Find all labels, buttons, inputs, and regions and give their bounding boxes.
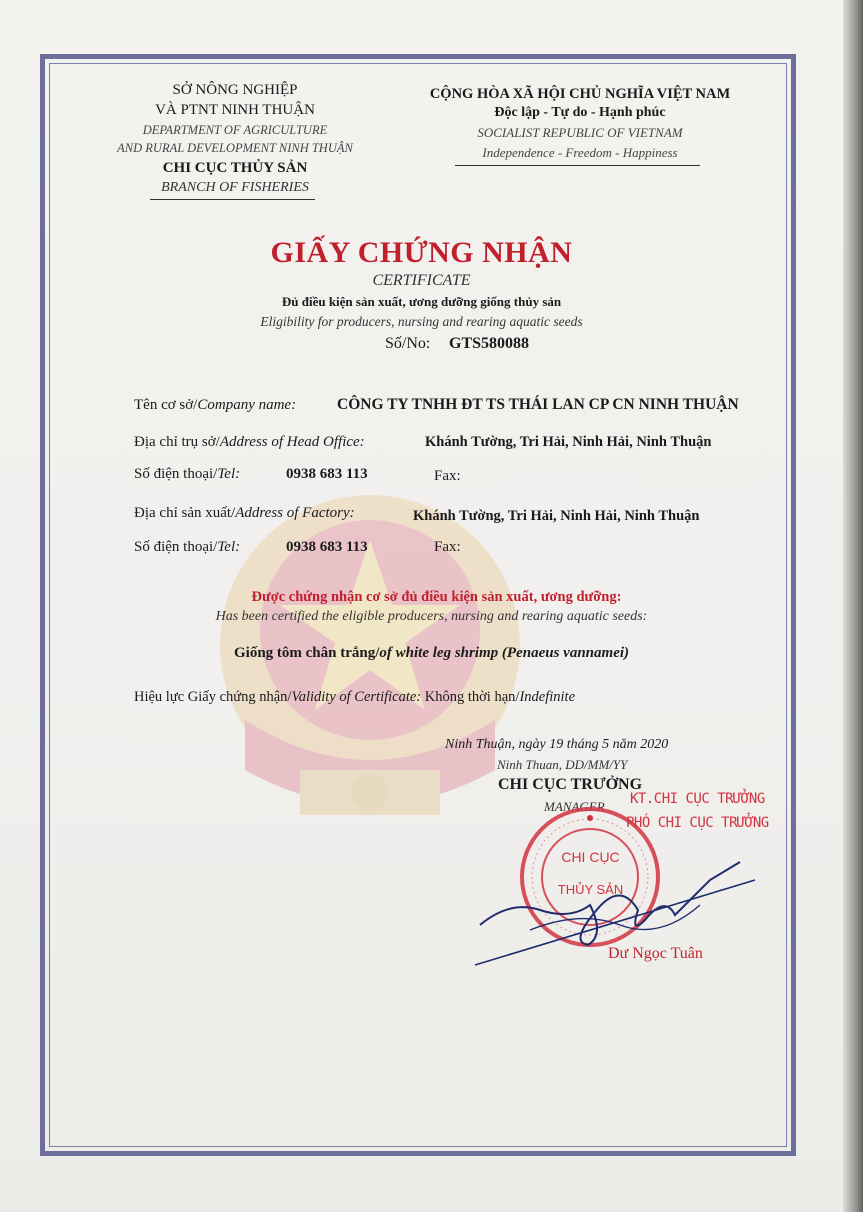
signer-title: CHI CỤC TRƯỞNG (498, 776, 643, 793)
republic-motto: Độc lập - Tự do - Hạnh phúc (494, 105, 666, 120)
signer-name: Dư Ngọc Tuân (608, 945, 703, 962)
company-label (134, 398, 296, 413)
factory-address: Khánh Tường, Tri Hải, Ninh Hải, Ninh Thuận (413, 508, 700, 524)
tel-label-2-vi: Số điện thoại/ (134, 539, 218, 555)
company-label-en: Company name: (197, 397, 297, 413)
certificate-subtitle: CERTIFICATE (372, 272, 471, 289)
species-vi: Giống tôm chân trắng/ (233, 645, 380, 661)
validity-label-en: Validity of Certificate: (291, 689, 422, 705)
issue-date: Ninh Thuận, ngày 19 tháng 5 năm 2020 (445, 737, 669, 752)
tel-label-2-en: Tel: (217, 539, 241, 555)
issue-date-en: Ninh Thuan, DD/MM/YY (497, 757, 628, 772)
seal-text-1: CHI CỤC (561, 849, 620, 865)
validity-value-vi: Không thời hạn/ (424, 689, 520, 705)
republic-name-en: SOCIALIST REPUBLIC OF VIETNAM (477, 125, 683, 140)
tel-value-2: 0938 683 113 (286, 539, 368, 555)
ministry-line-2: VÀ PTNT NINH THUẬN (155, 102, 315, 118)
fax-label-2: Fax: (434, 539, 461, 555)
fax-label-1: Fax: (434, 468, 461, 484)
head-office-label-en: Address of Head Office: (219, 434, 365, 450)
certificate-number: GTS580088 (449, 335, 530, 352)
factory-address-label (134, 506, 355, 521)
species-en: of white leg shrimp (Penaeus vannamei) (379, 645, 630, 661)
certified-statement-en: Has been certified the eligible producers, nursing and rearing aquatic seeds: (215, 609, 648, 624)
certificate-number-label: Số/No: (385, 335, 431, 352)
tel-label-1-en: Tel: (217, 466, 241, 482)
certificate-description-en: Eligibility for producers, nursing and rearing aquatic seeds (260, 314, 583, 329)
branch-name-en: BRANCH OF FISHERIES (161, 180, 309, 195)
species-line (0, 646, 843, 661)
branch-name: CHI CỤC THỦY SẢN (162, 160, 308, 176)
ministry-line-4: AND RURAL DEVELOPMENT NINH THUẬN (117, 141, 353, 155)
certificate-description: Đủ điều kiện sản xuất, ương dưỡng giống thủy sản (281, 294, 562, 309)
stamp-deputy-line-1: KT.CHI CỤC TRƯỞNG (630, 791, 765, 807)
certificate-title: GIẤY CHỨNG NHẬN (270, 236, 573, 269)
company-label-vi: Tên cơ sở/ (134, 397, 198, 413)
validity-label-vi: Hiệu lực Giấy chứng nhận/ (134, 689, 292, 705)
signer-title-en: MANAGER (544, 799, 605, 814)
factory-address-label-en: Address of Factory: (235, 505, 355, 521)
header-right-underline (455, 165, 700, 166)
tel-value-1: 0938 683 113 (286, 466, 368, 482)
seal-text-2: THỦY SẢN (557, 882, 624, 897)
head-office-label-vi: Địa chỉ trụ sở/ (134, 434, 220, 450)
ministry-line-1: SỞ NÔNG NGHIỆP (172, 82, 298, 98)
validity-line (134, 690, 575, 705)
head-office-label (134, 435, 365, 450)
republic-name: CỘNG HÒA XÃ HỘI CHỦ NGHĨA VIỆT NAM (429, 86, 731, 102)
certificate-border-inner (49, 63, 787, 1147)
ministry-line-3: DEPARTMENT OF AGRICULTURE (142, 123, 328, 137)
head-office-address: Khánh Tường, Tri Hải, Ninh Hải, Ninh Thuận (425, 434, 712, 450)
certified-statement: Được chứng nhận cơ sở đủ điều kiện sản xuất, ương dưỡng: (251, 589, 622, 605)
tel-label-2 (134, 540, 240, 555)
republic-motto-en: Independence - Freedom - Happiness (482, 145, 678, 160)
scan-edge (843, 0, 863, 1212)
header-left-underline (150, 199, 315, 200)
stamp-deputy-line-2: PHÓ CHI CỤC TRƯỞNG (626, 815, 769, 831)
company-name: CÔNG TY TNHH ĐT TS THÁI LAN CP CN NINH THUẬN (337, 396, 739, 413)
validity-value-en: Indefinite (519, 689, 576, 705)
tel-label-1-vi: Số điện thoại/ (134, 466, 218, 482)
factory-address-label-vi: Địa chỉ sản xuất/ (134, 505, 236, 521)
tel-label-1 (134, 467, 240, 482)
